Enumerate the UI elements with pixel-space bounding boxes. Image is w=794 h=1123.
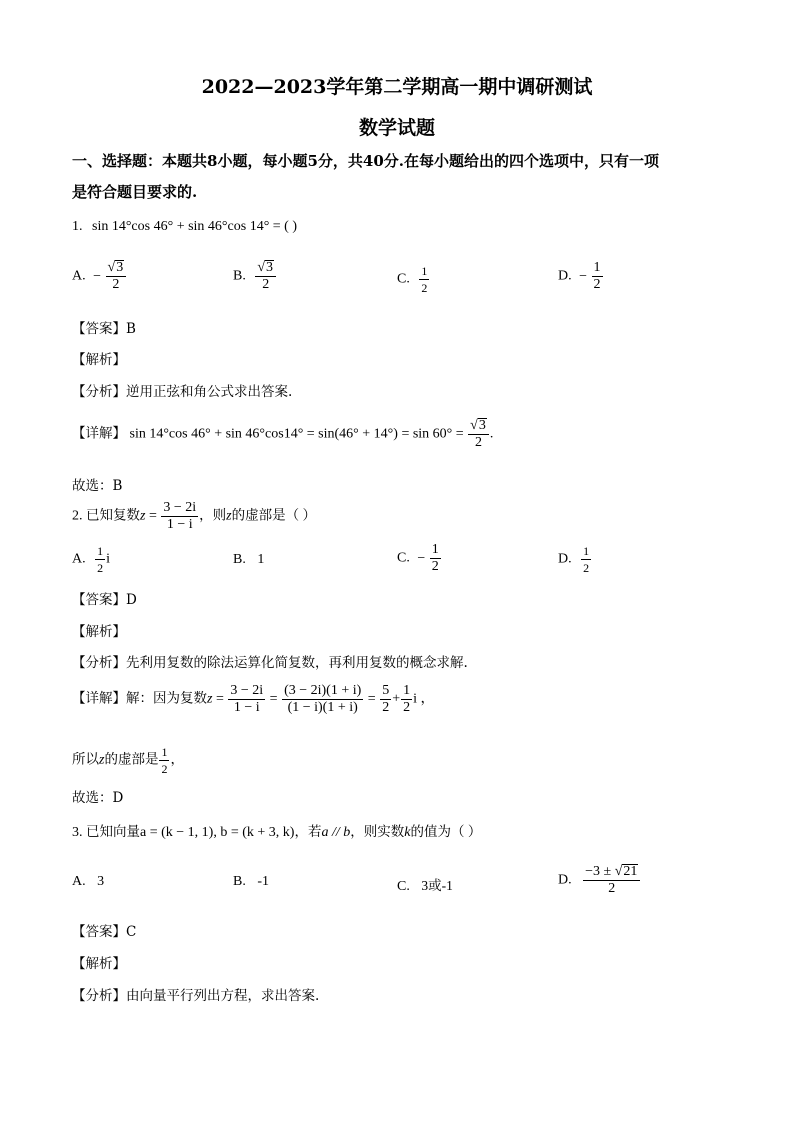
q2-stem-post2: 的虚部是（ ）: [231, 507, 316, 523]
q2-f1-den: 1 − i: [233, 700, 260, 715]
q1-option-b-label: B.: [233, 268, 246, 284]
q3-stem-pre: 已知向量: [86, 824, 140, 839]
q1-option-b-den: 2: [262, 277, 270, 292]
q2-option-b-label: B.: [233, 552, 246, 567]
section-heading-line1: 一、选择题：本题共8小题，每小题5分，共40分.在每小题给出的四个选项中，只有一项: [72, 152, 659, 170]
q2-suoyi-pre: 所以: [72, 751, 99, 767]
q1-option-d-den: 2: [593, 277, 601, 292]
q2-den: 1 − i: [166, 517, 193, 532]
q2-xiangjie: 【详解】解：因为复数z = $\frac{3 - 2i}{1 - i}$ = $\frac{(3 - 2i)(1 + i)}{(1 - i)(1 + i)}$ = $\frac{5}{2}$ + $\frac{1}{2}$ i ，: [72, 683, 435, 715]
q1-option-c: [397, 263, 430, 296]
q1-xiangjie-end: .: [489, 426, 494, 442]
q2-guxuan: 故选：D: [72, 790, 124, 806]
q2-number: 2.: [72, 508, 83, 524]
q3-stem-end: 的值为（ ）: [410, 824, 482, 839]
q1-xiangjie: 【详解】 sin 14°cos 46° + sin 46°cos14° = sin(46° + 14°) = sin 60° = $\frac{√3}{2}$ .: [72, 418, 494, 450]
q2-option-c-num: 1: [431, 542, 439, 557]
q1-option-a-sign: −: [93, 268, 102, 284]
q1-answer: 【答案】B: [72, 321, 136, 337]
q3-option-a-text: 3: [97, 874, 105, 889]
q3-vec-expr: a = (k − 1, 1), b = (k + 3, k): [140, 825, 295, 840]
q1-option-c-den: 2: [421, 281, 428, 295]
q2-option-c-sign: −: [417, 550, 426, 566]
section-heading-line2: 是符合题目要求的.: [72, 183, 198, 201]
q1-option-b: B. $\frac{√3}{2}$: [233, 260, 277, 293]
q3-option-d-label: D.: [558, 872, 572, 888]
q3-parallel: a // b: [321, 825, 351, 840]
q2-option-a-label: A.: [72, 551, 86, 567]
q1-option-b-num: 3: [266, 260, 274, 275]
q3-option-d-rad: 21: [623, 864, 638, 879]
q2-var-2: z: [226, 508, 232, 524]
q3-option-c-text: 3或-1: [421, 878, 453, 893]
q2-var: z: [140, 508, 146, 524]
q2-stem: [72, 500, 316, 533]
q2-f2-num: (3 − 2i)(1 + i): [284, 683, 362, 698]
q2-suoyi: [72, 744, 184, 777]
q1-option-c-num: 1: [421, 264, 428, 278]
q2-suoyi-var: z: [99, 752, 105, 768]
q3-stem-mid: ，若: [294, 824, 322, 839]
q1-jiexi: 【解析】: [72, 352, 126, 368]
q1-stem: [72, 219, 297, 235]
q3-number: 3.: [72, 825, 83, 840]
q3-jiexi: 【解析】: [72, 956, 126, 972]
q2-suoyi-num: 1: [161, 745, 168, 759]
q2-option-d-label: D.: [558, 551, 572, 567]
q2-suoyi-end: ，: [170, 751, 184, 767]
q2-answer: 【答案】D: [72, 592, 137, 608]
q2-f3-den: 2: [382, 700, 390, 715]
q1-fenxi: 【分析】逆用正弦和角公式求出答案.: [72, 384, 293, 400]
q2-f4-num: 1: [403, 683, 411, 698]
q2-f2-den: (1 − i)(1 + i): [287, 700, 358, 715]
q3-option-c-label: C.: [397, 879, 410, 894]
q2-option-d: [558, 543, 592, 576]
q1-xiangjie-expr: sin 14°cos 46° + sin 46°cos14° = sin(46° + 14°) = sin 60° =: [129, 426, 468, 442]
q1-guxuan: 故选：B: [72, 478, 123, 494]
q2-option-a-suffix: i: [106, 551, 111, 567]
q1-option-d-label: D.: [558, 268, 572, 284]
q2-option-a-num: 1: [97, 544, 104, 558]
q2-option-c: [397, 542, 442, 575]
q2-suoyi-den: 2: [161, 762, 168, 776]
q1-xiangjie-label: 【详解】: [72, 425, 126, 441]
q3-option-d-num-pre: −3 ±: [585, 864, 615, 879]
q2-xiangjie-label: 【详解】解：因为复数: [72, 690, 207, 706]
q1-option-d-num: 1: [593, 260, 601, 275]
q2-stem-pre: 已知复数: [86, 507, 140, 523]
q2-f4-den: 2: [403, 700, 411, 715]
q2-num: 3 − 2i: [163, 500, 197, 515]
q2-option-c-label: C.: [397, 550, 410, 566]
q3-var-k: k: [404, 825, 411, 840]
q1-option-a-label: A.: [72, 268, 86, 284]
q2-f1-num: 3 − 2i: [230, 683, 264, 698]
q2-plus: +: [392, 691, 401, 707]
q2-eq: =: [145, 508, 161, 524]
q1-option-a: A. − $\frac{√3}{2}$: [72, 260, 127, 293]
q1-option-d: [558, 260, 604, 293]
q2-stem-post1: ，则: [199, 507, 227, 523]
q2-option-d-den: 2: [583, 561, 590, 575]
page-title: 2022—2023学年第二学期高一期中调研测试: [201, 76, 593, 98]
q3-option-a-label: A.: [72, 874, 86, 889]
q1-option-d-sign: −: [579, 268, 588, 284]
q2-option-b: [233, 552, 264, 568]
q3-stem-post: ，则实数: [350, 824, 405, 839]
q3-option-b: [233, 874, 269, 890]
q2-option-b-text: 1: [257, 552, 265, 567]
q2-option-a: [72, 543, 110, 576]
q3-option-b-text: -1: [257, 874, 270, 889]
q3-option-d-den: 2: [608, 881, 616, 896]
q1-number: 1.: [72, 219, 83, 234]
q2-suoyi-post: 的虚部是: [104, 751, 159, 767]
page-subtitle: 数学试题: [358, 117, 435, 139]
q3-option-d: D. $\frac{-3 \pm √21}{2}$: [558, 864, 641, 897]
q3-fenxi: 【分析】由向量平行列出方程，求出答案.: [72, 988, 320, 1004]
q1-xiangjie-num: 3: [478, 418, 486, 433]
q1-option-c-label: C.: [397, 271, 410, 287]
q1-stem-text: sin 14°cos 46° + sin 46°cos 14° = ( ): [92, 219, 298, 234]
q3-stem: [72, 820, 481, 841]
q2-option-d-num: 1: [583, 544, 590, 558]
q3-option-a: [72, 874, 104, 890]
q2-option-c-den: 2: [431, 559, 439, 574]
q1-option-a-den: 2: [112, 277, 120, 292]
q3-option-c: [397, 874, 453, 895]
q2-f3-num: 5: [382, 683, 390, 698]
q3-option-b-label: B.: [233, 874, 246, 889]
q1-xiangjie-den: 2: [475, 435, 483, 450]
q2-option-a-den: 2: [97, 561, 104, 575]
q2-tail: i ，: [413, 691, 435, 707]
q1-option-a-num: 3: [116, 260, 124, 275]
q2-fenxi: 【分析】先利用复数的除法运算化简复数，再利用复数的概念求解.: [72, 655, 468, 671]
q2-xiangjie-var: z: [207, 691, 213, 707]
q3-answer: 【答案】C: [72, 924, 137, 940]
q2-jiexi: 【解析】: [72, 624, 126, 640]
